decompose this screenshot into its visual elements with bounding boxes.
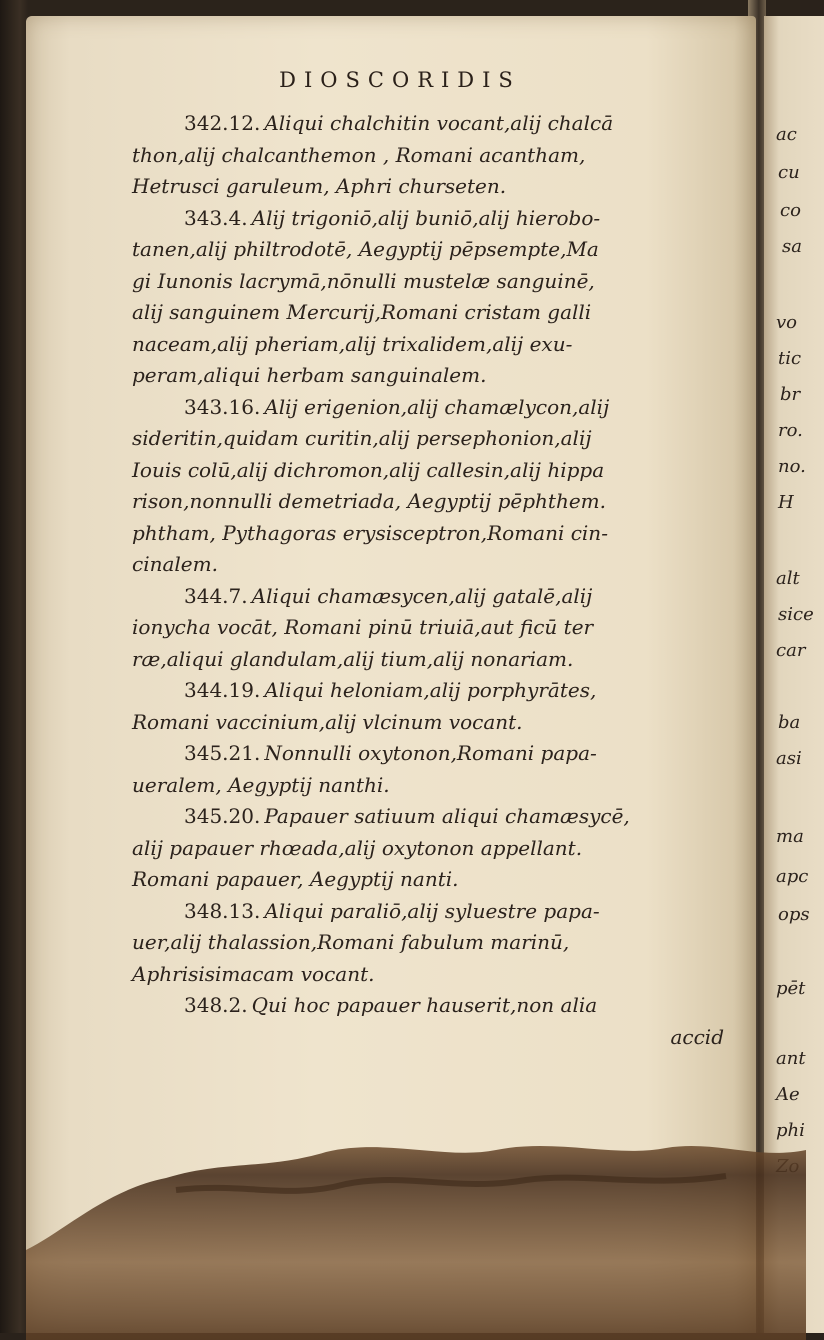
facing-page-fragment: ac: [776, 124, 797, 145]
text-line: alij papauer rhœada,alij oxytonon appellant.: [132, 835, 583, 860]
text-line: rison,nonnulli demetriada, Aegyptij pēphthem.: [132, 489, 606, 513]
text-line: uer,alij thalassion,Romani fabulum marinū,: [132, 930, 570, 954]
entry-reference: 344.19.: [184, 678, 261, 702]
text-line: Aliqui chalchitin vocant,alij chalcā: [264, 111, 614, 135]
water-damage-stain: [26, 1130, 806, 1340]
facing-page-fragment: alt: [776, 568, 800, 589]
text-line: Alij erigenion,alij chamælycon,alij: [264, 394, 610, 419]
text-line: ueralem, Aegyptij nanthi.: [132, 772, 390, 797]
facing-page-fragment: co: [780, 200, 801, 221]
text-line: peram,aliqui herbam sanguinalem.: [132, 363, 487, 387]
text-line: Romani papauer, Aegyptij nanti.: [132, 867, 459, 891]
facing-page-fragment: ant: [776, 1048, 806, 1069]
facing-page-fragment: ops: [778, 904, 810, 925]
entry-reference: 345.20.: [184, 804, 261, 828]
entry-reference: 343.16.: [184, 394, 261, 419]
entry: [132, 675, 744, 738]
entry: [132, 896, 744, 991]
text-line: Aphrisisimacam vocant.: [132, 961, 375, 986]
entry: [132, 108, 744, 203]
facing-page-fragment: sice: [778, 604, 814, 625]
entry: [132, 203, 744, 392]
facing-page-fragment: ro.: [778, 420, 803, 441]
facing-page-fragment: apc: [776, 866, 809, 887]
text-line: ræ,aliqui glandulam,alij tium,alij nonariam.: [132, 646, 574, 671]
text-line: alij sanguinem Mercurij,Romani cristam galli: [132, 300, 592, 324]
entry: [184, 990, 744, 1053]
facing-page-fragment: tic: [778, 348, 802, 369]
entry-reference: 343.4.: [184, 205, 248, 230]
text-line: gi Iunonis lacrymā,nōnulli mustelæ sanguinē,: [132, 268, 595, 293]
entry: [132, 801, 744, 896]
entry: [132, 738, 744, 801]
facing-page-fragment: ba: [778, 712, 801, 733]
text-line: accid: [670, 1024, 724, 1049]
text-line: tanen,alij philtrodotē, Aegyptij pēpsempte,Ma: [132, 237, 599, 261]
facing-page-fragment: br: [780, 384, 801, 405]
facing-page-fragment: phi: [776, 1120, 805, 1141]
text-line: Aliqui paraliō,alij syluestre papa-: [264, 898, 600, 923]
facing-page-fragment: cu: [778, 162, 800, 183]
text-line: Nonnulli oxytonon,Romani papa-: [264, 741, 597, 765]
entry: [132, 392, 744, 581]
text-line: sideritin,quidam curitin,alij persephonion,alij: [132, 426, 592, 450]
facing-page-fragment: vo: [776, 312, 798, 333]
facing-page-fragment: car: [776, 640, 806, 661]
text-block: [132, 108, 744, 1053]
facing-page-fragment: H: [778, 492, 794, 513]
text-line: Romani vaccinium,alij vlcinum vocant.: [132, 709, 523, 734]
text-line: Iouis colū,alij dichromon,alij callesin,alij hippa: [132, 457, 605, 482]
text-line: thon,alij chalcanthemon , Romani acantham,: [132, 142, 586, 167]
facing-page-fragment: no.: [778, 456, 806, 477]
facing-page-fragment: sa: [782, 236, 802, 257]
text-line: Aliqui heloniam,alij porphyrātes,: [264, 678, 597, 702]
entry: [132, 581, 744, 676]
entry-reference: 342.12.: [184, 111, 261, 135]
running-header: DIOSCORIDIS: [279, 68, 521, 92]
facing-page-fragment: asi: [776, 748, 802, 769]
facing-page-fragment: pēt: [776, 978, 806, 999]
text-line: cinalem.: [132, 552, 218, 576]
text-line: phtham, Pythagoras erysisceptron,Romani cin-: [132, 520, 608, 545]
text-line: ionycha vocāt, Romani pinū triuiā,aut ficū ter: [132, 615, 594, 639]
entry-reference: 344.7.: [184, 583, 248, 608]
text-line: Aliqui chamæsycen,alij gatalē,alij: [251, 583, 593, 608]
facing-page-fragment: Ae: [776, 1084, 800, 1105]
entry-reference: 345.21.: [184, 741, 261, 765]
facing-page-fragment: ma: [776, 826, 804, 847]
text-line: Hetrusci garuleum, Aphri churseten.: [132, 174, 507, 198]
text-line: Papauer satiuum aliqui chamæsycē,: [264, 804, 630, 828]
text-line: naceam,alij pheriam,alij trixalidem,alij exu-: [132, 331, 573, 356]
text-line: Alij trigoniō,alij buniō,alij hierobo-: [251, 205, 601, 230]
entry-reference: 348.2.: [184, 993, 248, 1017]
entry-reference: 348.13.: [184, 898, 261, 923]
text-line: Qui hoc papauer hauserit,non alia: [251, 993, 598, 1017]
